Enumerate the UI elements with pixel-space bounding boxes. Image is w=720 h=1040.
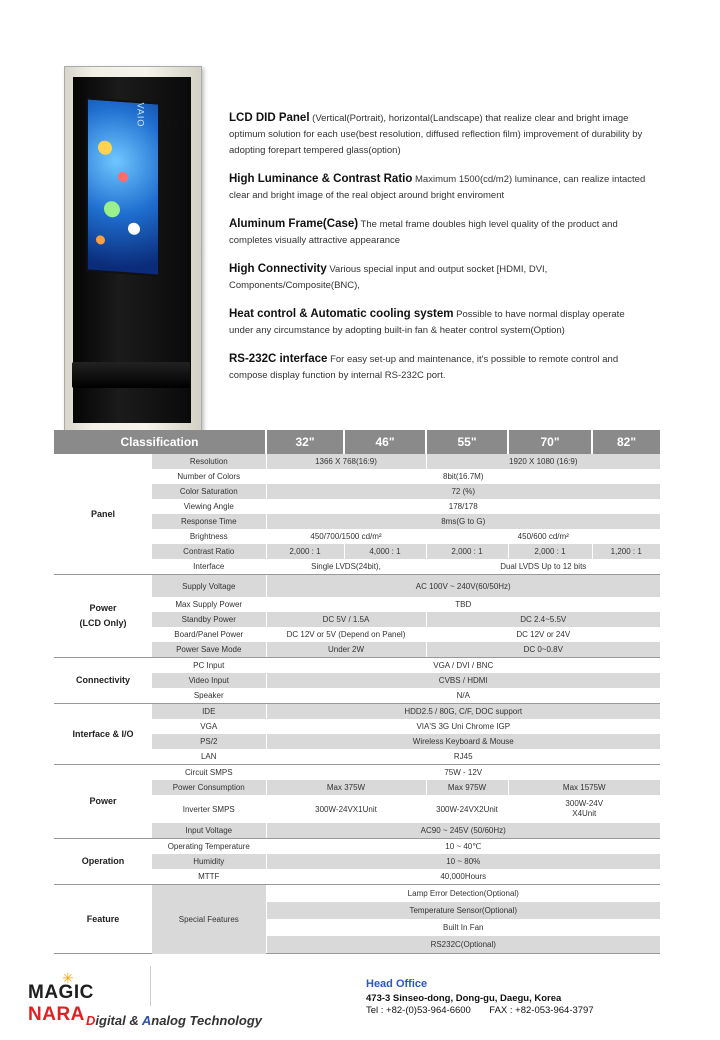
cell-value: 1920 X 1080 (16:9) [426, 454, 660, 469]
row-label: Inverter SMPS [152, 795, 266, 823]
cell-value: Max 975W [426, 780, 508, 795]
row-label: Supply Voltage [152, 575, 266, 598]
footer-divider [150, 966, 151, 1006]
feature-desc: Maximum 1500(cd/m2) luminance, can realize intacted clear and bright image of the real object around bright enviroment [229, 174, 646, 201]
category-label: (LCD Only) [79, 618, 127, 628]
head-office-title: Head Office [366, 978, 428, 990]
tagline-letter: A [141, 1013, 152, 1028]
category-operation: Operation [54, 839, 152, 885]
row-label: Humidity [152, 854, 266, 869]
header-classification: Classification [54, 430, 266, 454]
tagline-letter: D [86, 1013, 96, 1028]
header-size: 82" [592, 430, 660, 454]
row-label: Viewing Angle [152, 499, 266, 514]
category-interface: Interface & I/O [54, 704, 152, 765]
row-label: PC Input [152, 658, 266, 674]
row-label: Color Saturation [152, 484, 266, 499]
cell-value: Temperature Sensor(Optional) [266, 902, 660, 919]
row-label: Circuit SMPS [152, 765, 266, 781]
row-label: Video Input [152, 673, 266, 688]
cell-line: 300W-24V [565, 799, 604, 808]
cell-value: VIA'S 3G Uni Chrome IGP [266, 719, 660, 734]
screen-bubble [98, 140, 112, 155]
row-label: Power Save Mode [152, 642, 266, 658]
office-address: 473-3 Sinseo-dong, Dong-gu, Daegu, Korea [366, 993, 562, 1004]
feature-item [229, 306, 649, 339]
kiosk-base [72, 362, 190, 388]
row-label: Max Supply Power [152, 597, 266, 612]
tagline-part: nalog Technology [151, 1013, 262, 1028]
cell-value: 1366 X 768(16:9) [266, 454, 426, 469]
cell-value: Built In Fan [266, 919, 660, 936]
row-label: LAN [152, 749, 266, 765]
row-label: VGA [152, 719, 266, 734]
cell-value: RS232C(Optional) [266, 936, 660, 954]
header-size: 55" [426, 430, 508, 454]
row-label: Brightness [152, 529, 266, 544]
cell-value: Max 375W [266, 780, 426, 795]
feature-desc: Various special input and output socket [HDMI, DVI, Components/Composite(BNC), [229, 264, 548, 291]
header-size: 70" [508, 430, 592, 454]
cell-line: X4Unit [572, 809, 597, 818]
feature-item [229, 110, 649, 159]
feature-item [229, 351, 649, 384]
table-row [54, 454, 660, 469]
table-row [54, 704, 660, 720]
table-row [54, 658, 660, 674]
row-label: Number of Colors [152, 469, 266, 484]
cell-value: 2,000 : 1 [266, 544, 344, 559]
feature-title: High Luminance & Contrast Ratio [229, 173, 413, 185]
row-label: Input Voltage [152, 823, 266, 839]
cell-value: 450/700/1500 cd/m² [266, 529, 426, 544]
screen-bubble [104, 201, 120, 218]
tagline-part: igital & [95, 1013, 142, 1028]
category-panel: Panel [54, 454, 152, 575]
header-size: 46" [344, 430, 426, 454]
row-label: Standby Power [152, 612, 266, 627]
cell-value: CVBS / HDMI [266, 673, 660, 688]
feature-title: LCD DID Panel [229, 112, 310, 124]
cell-value: Single LVDS(24bit), [266, 559, 426, 575]
cell-value: DC 12V or 24V [426, 627, 660, 642]
feature-title: RS-232C interface [229, 353, 328, 365]
feature-desc: The metal frame doubles high level quality of the product and completes visually attractive appearance [229, 219, 618, 246]
category-power: Power [54, 765, 152, 839]
spec-table [54, 430, 660, 954]
feature-title: High Connectivity [229, 263, 327, 275]
cell-value: 72 (%) [266, 484, 660, 499]
row-label: Contrast Ratio [152, 544, 266, 559]
cell-value: 10 ~ 40℃ [266, 839, 660, 855]
table-row [54, 765, 660, 781]
cell-value: 178/178 [266, 499, 660, 514]
cell-value: Max 1575W [508, 780, 660, 795]
cell-value: Under 2W [266, 642, 426, 658]
feature-title: Aluminum Frame(Case) [229, 218, 359, 230]
feature-list [229, 110, 649, 396]
feature-desc: Possible to have normal display operate under any circumstance by adopting built-in fan & heater control system(Option) [229, 309, 625, 336]
cell-value: DC 12V or 5V (Depend on Panel) [266, 627, 426, 642]
table-header-row [54, 430, 660, 454]
cell-value: DC 5V / 1.5A [266, 612, 426, 627]
cell-value: 8ms(G to G) [266, 514, 660, 529]
feature-desc: For easy set-up and maintenance, it's possible to remote control and compose display function by internal RS-232C port. [229, 354, 619, 381]
tagline [86, 1013, 262, 1028]
row-label: Resolution [152, 454, 266, 469]
table-row [54, 885, 660, 903]
category-connectivity: Connectivity [54, 658, 152, 704]
row-label: Speaker [152, 688, 266, 704]
row-label: Board/Panel Power [152, 627, 266, 642]
screen-bubble [96, 235, 105, 245]
cell-value: 40,000Hours [266, 869, 660, 885]
cell-value: 8bit(16.7M) [266, 469, 660, 484]
screen-bubble [118, 172, 128, 183]
row-label: PS/2 [152, 734, 266, 749]
logo-word: MAGIC [28, 982, 94, 1003]
cell-value: RJ45 [266, 749, 660, 765]
cell-value: HDD2.5 / 80G, C/F, DOC support [266, 704, 660, 720]
cell-value: 2,000 : 1 [508, 544, 592, 559]
screen-bubble [128, 222, 140, 235]
feature-title: Heat control & Automatic cooling system [229, 308, 454, 320]
cell-value: VGA / DVI / BNC [266, 658, 660, 674]
row-label: Interface [152, 559, 266, 575]
cell-value: DC 0~0.8V [426, 642, 660, 658]
screen-brand-logo: VAIO [135, 102, 146, 128]
cell-value: AC 100V ~ 240V(60/50Hz) [266, 575, 660, 598]
cell-value: DC 2.4~5.5V [426, 612, 660, 627]
feature-desc: (Vertical(Portrait), horizontal(Landscape) that realize clear and bright image optimum solution for each use(best resolution, diffused reflection film) improvement of durability by adopting forepart tempered glass(option) [229, 113, 643, 156]
category-label: Power [89, 603, 117, 613]
category-feature: Feature [54, 885, 152, 954]
cell-value: 300W-24VX2Unit [426, 795, 508, 823]
kiosk-screen [86, 97, 160, 276]
cell-value: 1,200 : 1 [592, 544, 660, 559]
cell-value [508, 795, 660, 823]
row-label: Operating Temperature [152, 839, 266, 855]
cell-value: 4,000 : 1 [344, 544, 426, 559]
table-row [54, 575, 660, 598]
logo-word: NARA [28, 1004, 85, 1025]
cell-value: 300W-24VX1Unit [266, 795, 426, 823]
row-label: MTTF [152, 869, 266, 885]
cell-value: 10 ~ 80% [266, 854, 660, 869]
feature-item [229, 216, 649, 249]
cell-value: 2,000 : 1 [426, 544, 508, 559]
category-power-lcd [54, 575, 152, 658]
cell-value: TBD [266, 597, 660, 612]
cell-value: 450/600 cd/m² [426, 529, 660, 544]
cell-value: Lamp Error Detection(Optional) [266, 885, 660, 903]
cell-value: Wireless Keyboard & Mouse [266, 734, 660, 749]
row-label: IDE [152, 704, 266, 720]
row-label: Power Consumption [152, 780, 266, 795]
row-label: Response Time [152, 514, 266, 529]
row-label: Special Features [152, 885, 266, 954]
cell-value: 75W - 12V [266, 765, 660, 781]
cell-value: AC90 ~ 245V (50/60Hz) [266, 823, 660, 839]
contact-numbers: Tel : +82-(0)53-964-6600 FAX : +82-053-964-3797 [366, 1005, 594, 1016]
table-row [54, 839, 660, 855]
cell-value: N/A [266, 688, 660, 704]
sparkle-icon: ✳ [62, 970, 74, 986]
header-size: 32" [266, 430, 344, 454]
feature-item [229, 171, 649, 204]
cell-value: Dual LVDS Up to 12 bits [426, 559, 660, 575]
feature-item [229, 261, 649, 294]
